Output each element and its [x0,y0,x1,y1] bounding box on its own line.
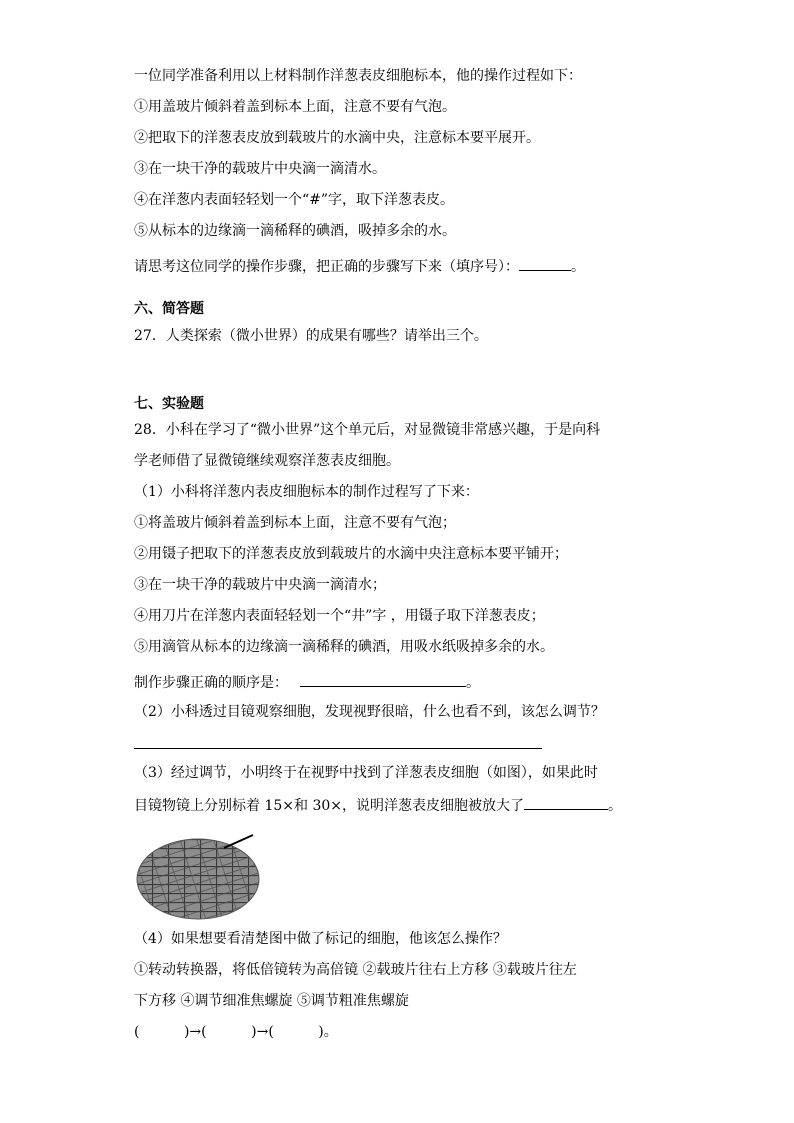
answer-blank[interactable] [519,255,571,271]
section-heading-short-answer: 六、简答题 [134,301,204,317]
step-2: ②把取下的洋葱表皮放到载玻片的水滴中央，注意标本要平展开。 [134,130,540,146]
marker-arrow [224,835,253,848]
part1-step-2: ②用镊子把取下的洋葱表皮放到载玻片的水滴中央注意标本要平铺开； [134,546,568,562]
part3-line2 [134,794,622,816]
question-28-line2: 学老师借了显微镜继续观察洋葱表皮细胞。 [134,453,400,469]
part1-answer-end: 。 [466,675,480,691]
intro-text: 一位同学准备利用以上材料制作洋葱表皮细胞标本，他的操作过程如下： [134,68,582,84]
part1-intro: （1）小科将洋葱内表皮细胞标本的制作过程写了下来： [134,484,479,500]
part3-blank[interactable] [524,794,608,810]
part3-line1: （3）经过调节，小明终于在视野中找到了洋葱表皮细胞（如图），如果此时 [134,765,598,781]
question-27: 27．人类探索（微小世界）的成果有哪些？请举出三个。 [134,328,488,344]
order-question [134,255,585,277]
step-4: ④在洋葱内表面轻轻划一个“#”字，取下洋葱表皮。 [134,192,455,208]
part2-answer-line[interactable] [134,748,542,749]
step-3: ③在一块干净的载玻片中央滴一滴清水。 [134,161,386,177]
part1-step-4: ④用刀片在洋葱内表面轻轻划一个“井”字 ，用镊子取下洋葱表皮； [134,608,545,624]
part4-options-line2: 下方移 ④调节细准焦螺旋 ⑤调节粗准焦螺旋 [134,993,409,1009]
part3-end: 。 [608,798,622,814]
question-28-line1: 28．小科在学习了“微小世界”这个单元后，对显微镜非常感兴趣，于是向科 [134,422,601,438]
part4-question: （4）如果想要看清楚图中做了标记的细胞，他该怎么操作？ [134,931,507,947]
part3-text: 目镜物镜上分别标着 15×和 30×，说明洋葱表皮细胞被放大了 [134,798,524,814]
section-heading-experiment: 七、实验题 [134,396,204,412]
order-question-end: 。 [571,259,585,275]
part1-step-5: ⑤用滴管从标本的边缘滴一滴稀释的碘酒，用吸水纸吸掉多余的水。 [134,639,554,655]
step-1: ①用盖玻片倾斜着盖到标本上面，注意不要有气泡。 [134,99,456,115]
part4-answer[interactable]: ( )→( )→( )。 [134,1024,338,1040]
part1-step-1: ①将盖玻片倾斜着盖到标本上面，注意不要有气泡； [134,515,456,531]
step-5: ⑤从标本的边缘滴一滴稀释的碘酒，吸掉多余的水。 [134,223,456,239]
onion-cell-micrograph [136,830,260,924]
part1-answer [134,671,480,693]
order-question-text: 请思考这位同学的操作步骤，把正确的步骤写下来（填序号）： [134,259,519,275]
part1-answer-blank[interactable] [300,671,466,687]
part2-question: （2）小科透过目镜观察细胞，发现视野很暗，什么也看不到，该怎么调节？ [134,704,605,720]
part4-options-line1: ①转动转换器，将低倍镜转为高倍镜 ②载玻片往右上方移 ③载玻片往左 [134,962,577,978]
part1-answer-label: 制作步骤正确的顺序是： [134,675,288,691]
part1-step-3: ③在一块干净的载玻片中央滴一滴清水； [134,577,386,593]
